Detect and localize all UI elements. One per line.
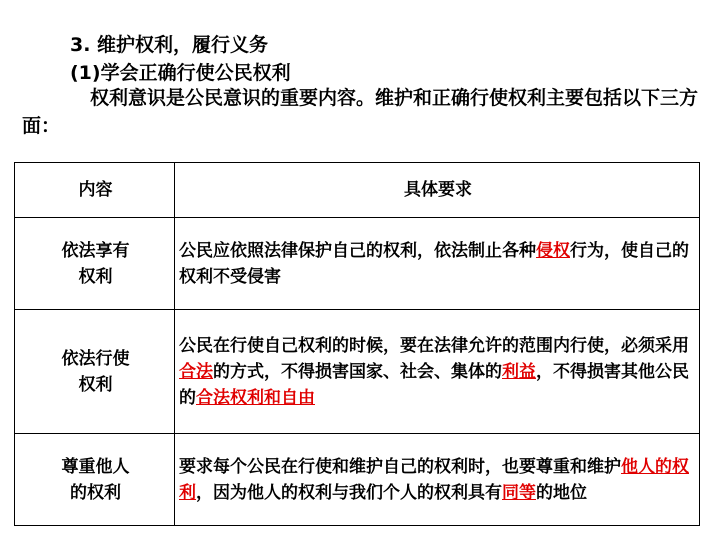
row-requirement xyxy=(175,310,700,434)
highlighted-term: 合法权利和自由 xyxy=(196,387,315,408)
row-category xyxy=(15,310,175,434)
requirement-text: ，因为他人的权利与我们个人的权利具有 xyxy=(196,482,502,503)
table-header-row xyxy=(15,163,700,218)
requirement-text: 要求每个公民在行使和维护自己的权利时，也要尊重和维护 xyxy=(179,456,621,477)
rights-requirements-table xyxy=(14,162,700,526)
requirement-text: 的方式，不得损害国家、社会、集体的 xyxy=(213,361,502,382)
category-label: 依法享有权利 xyxy=(61,240,130,287)
table-row xyxy=(15,434,700,526)
row-requirement xyxy=(175,218,700,310)
row-category xyxy=(15,218,175,310)
highlighted-term: 合法 xyxy=(179,361,213,382)
highlighted-term: 同等 xyxy=(502,482,536,503)
subsection-heading: (1)学会正确行使公民权利 xyxy=(70,62,291,84)
section-heading: 3. 维护权利，履行义务 xyxy=(70,34,269,56)
table-row xyxy=(15,310,700,434)
intro-paragraph: 权利意识是公民意识的重要内容。维护和正确行使权利主要包括以下三方面： xyxy=(22,87,699,137)
header-content: 内容 xyxy=(15,163,175,218)
requirement-text: 公民应依照法律保护自己的权利，依法制止各种 xyxy=(179,240,536,261)
requirement-text: 行为，使自己的权利不受侵害 xyxy=(179,240,689,287)
header-requirements: 具体要求 xyxy=(175,163,700,218)
requirement-text: ，不得损害其他公民的 xyxy=(179,361,689,408)
table-row xyxy=(15,218,700,310)
highlighted-term: 他人的权利 xyxy=(179,456,689,503)
row-category xyxy=(15,434,175,526)
highlighted-term: 利益 xyxy=(502,361,536,382)
requirement-text: 公民在行使自己权利的时候，要在法律允许的范围内行使，必须采用 xyxy=(179,335,689,356)
row-requirement xyxy=(175,434,700,526)
highlighted-term: 侵权 xyxy=(536,240,570,261)
category-label: 依法行使权利 xyxy=(61,348,130,395)
requirement-text: 的地位 xyxy=(536,482,587,503)
category-label: 尊重他人的权利 xyxy=(61,456,130,503)
